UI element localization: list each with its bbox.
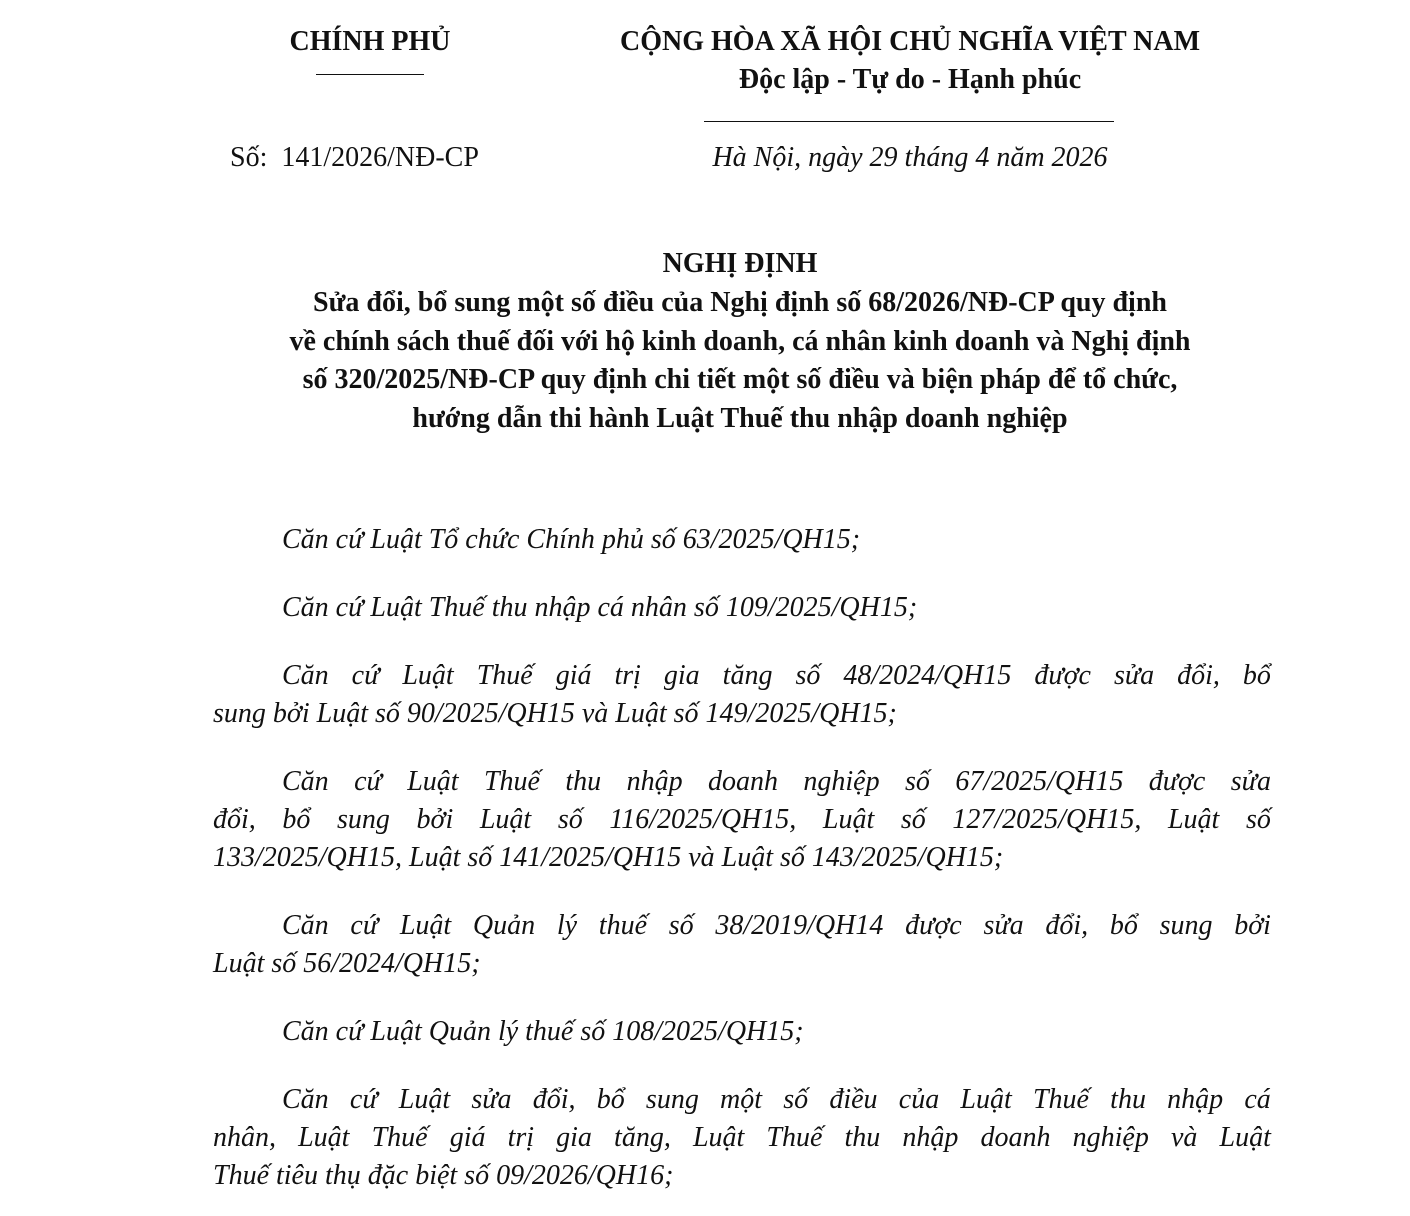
word: một (720, 1084, 763, 1115)
legal-basis-1: Căn cứ Luật Tổ chức Chính phủ số 63/2025/QH15; (282, 524, 861, 555)
word: tăng (722, 660, 773, 691)
word: nhân, (213, 1122, 276, 1153)
word: bổ (596, 1084, 625, 1115)
word: Thuế (1032, 1084, 1089, 1115)
word: thu (565, 766, 602, 797)
motto-underline (704, 121, 1114, 122)
word: gia (556, 1122, 592, 1153)
word: trị (614, 660, 641, 691)
word: đổi, (1045, 910, 1089, 941)
word: cứ (354, 766, 382, 797)
subject-line: về chính sách thuế đối với hộ kinh doanh, cá nhân kinh doanh và Nghị định (289, 325, 1191, 357)
legal-basis-7-line-3: Thuế tiêu thụ đặc biệt số 09/2026/QH16; (213, 1160, 674, 1191)
word: đổi, (532, 1084, 576, 1115)
word: trị (507, 1122, 535, 1153)
national-title: CỘNG HÒA XÃ HỘI CHỦ NGHĨA VIỆT NAM (619, 26, 1201, 57)
document-subject (140, 284, 1340, 438)
word: số (783, 1084, 809, 1115)
word: nhập (626, 766, 683, 797)
word: số (900, 804, 926, 835)
word: nghiệp (1072, 1122, 1149, 1153)
word: Luật (692, 1122, 745, 1153)
word: sửa (1113, 660, 1155, 691)
word: bởi (416, 804, 454, 835)
subject-line: Sửa đổi, bổ sung một số điều của Nghị định số 68/2026/NĐ-CP quy định (313, 287, 1167, 318)
word: bổ (1242, 660, 1271, 691)
legal-basis-5-line-2: Luật số 56/2024/QH15; (213, 948, 481, 979)
word: lý (556, 910, 578, 941)
legal-basis-6: Căn cứ Luật Quản lý thuế số 108/2025/QH15; (282, 1016, 804, 1047)
word: cứ (351, 660, 380, 691)
word: 116/2025/QH15, (609, 804, 797, 835)
legal-basis-4-line-2 (213, 802, 1271, 838)
word: tăng, (614, 1122, 671, 1153)
word: số (668, 910, 694, 941)
word: sung (1159, 910, 1213, 941)
word: cá (1244, 1084, 1271, 1115)
word: Thuế (483, 766, 540, 797)
word: Luật (398, 1084, 451, 1115)
word: Luật (402, 660, 454, 691)
word: Luật (822, 804, 875, 835)
subject-line: số 320/2025/NĐ-CP quy định chi tiết một số điều và biện pháp để tổ chức, (302, 364, 1178, 395)
legal-basis-7-line-1 (282, 1082, 1271, 1118)
word: thuế (598, 910, 648, 941)
word: 127/2025/QH15, (952, 804, 1142, 835)
word: của (898, 1084, 940, 1115)
word: Luật (407, 766, 459, 797)
word: sửa (1230, 766, 1271, 797)
word: được (1034, 660, 1091, 691)
word: doanh (980, 1122, 1051, 1153)
word: Luật (399, 910, 452, 941)
word: giá (555, 660, 592, 691)
word: Luật (298, 1122, 350, 1153)
word: và (1170, 1122, 1198, 1153)
legal-basis-2: Căn cứ Luật Thuế thu nhập cá nhân số 109/2025/QH15; (282, 592, 918, 623)
legal-basis-5-line-1 (282, 908, 1271, 944)
word: Thuế (476, 660, 533, 691)
word: nhập (902, 1122, 959, 1153)
word: số (795, 660, 821, 691)
document-type: NGHỊ ĐỊNH (662, 248, 818, 279)
word: nghiệp (803, 766, 880, 797)
word: Căn (282, 766, 329, 797)
word: nhập (1167, 1084, 1224, 1115)
word: sửa (471, 1084, 512, 1115)
place-and-date: Hà Nội, ngày 29 tháng 4 năm 2026 (712, 142, 1108, 173)
subject-line: hướng dẫn thi hành Luật Thuế thu nhập doanh nghiệp (412, 402, 1068, 434)
word: bởi (1234, 910, 1271, 941)
legal-basis-4-line-1 (282, 764, 1271, 800)
word: được (905, 910, 962, 941)
word: Căn (282, 1084, 329, 1115)
word: được (1148, 766, 1206, 797)
word: bổ (282, 804, 311, 835)
word: 67/2025/QH15 (955, 766, 1124, 797)
word: thu (844, 1122, 881, 1153)
word: giá (449, 1122, 486, 1153)
word: Luật (1167, 804, 1220, 835)
legal-basis-3-line-2: sung bởi Luật số 90/2025/QH15 và Luật số 149/2025/QH15; (213, 698, 897, 729)
organization-underline (316, 74, 424, 75)
word: doanh (707, 766, 778, 797)
national-motto: Độc lập - Tự do - Hạnh phúc (738, 64, 1082, 95)
word: Căn (282, 910, 329, 941)
word: Quản (472, 910, 536, 941)
legal-basis-4-line-3: 133/2025/QH15, Luật số 141/2025/QH15 và Luật số 143/2025/QH15; (213, 842, 1004, 873)
word: bổ (1109, 910, 1138, 941)
word: Thuế (371, 1122, 428, 1153)
word: số (1245, 804, 1271, 835)
word: số (905, 766, 930, 797)
legal-basis-3-line-1 (282, 658, 1271, 694)
word: thu (1110, 1084, 1146, 1115)
word: Căn (282, 660, 329, 691)
word: sung (337, 804, 390, 835)
word: gia (663, 660, 700, 691)
word: 38/2019/QH14 (715, 910, 884, 941)
word: Thuế (766, 1122, 823, 1153)
word: sung (645, 1084, 699, 1115)
word: sửa (983, 910, 1024, 941)
word: số (557, 804, 583, 835)
word: cứ (349, 1084, 378, 1115)
legal-basis-7-line-2 (213, 1120, 1271, 1156)
word: 48/2024/QH15 (843, 660, 1012, 691)
document-number: Số: 141/2026/NĐ-CP (230, 142, 479, 173)
issuing-organization: CHÍNH PHỦ (289, 26, 451, 57)
word: Luật (479, 804, 532, 835)
word: đổi, (1177, 660, 1220, 691)
word: điều (829, 1084, 878, 1115)
word: Luật (1219, 1122, 1271, 1153)
word: đổi, (213, 804, 256, 835)
word: cứ (350, 910, 379, 941)
word: Luật (960, 1084, 1012, 1115)
